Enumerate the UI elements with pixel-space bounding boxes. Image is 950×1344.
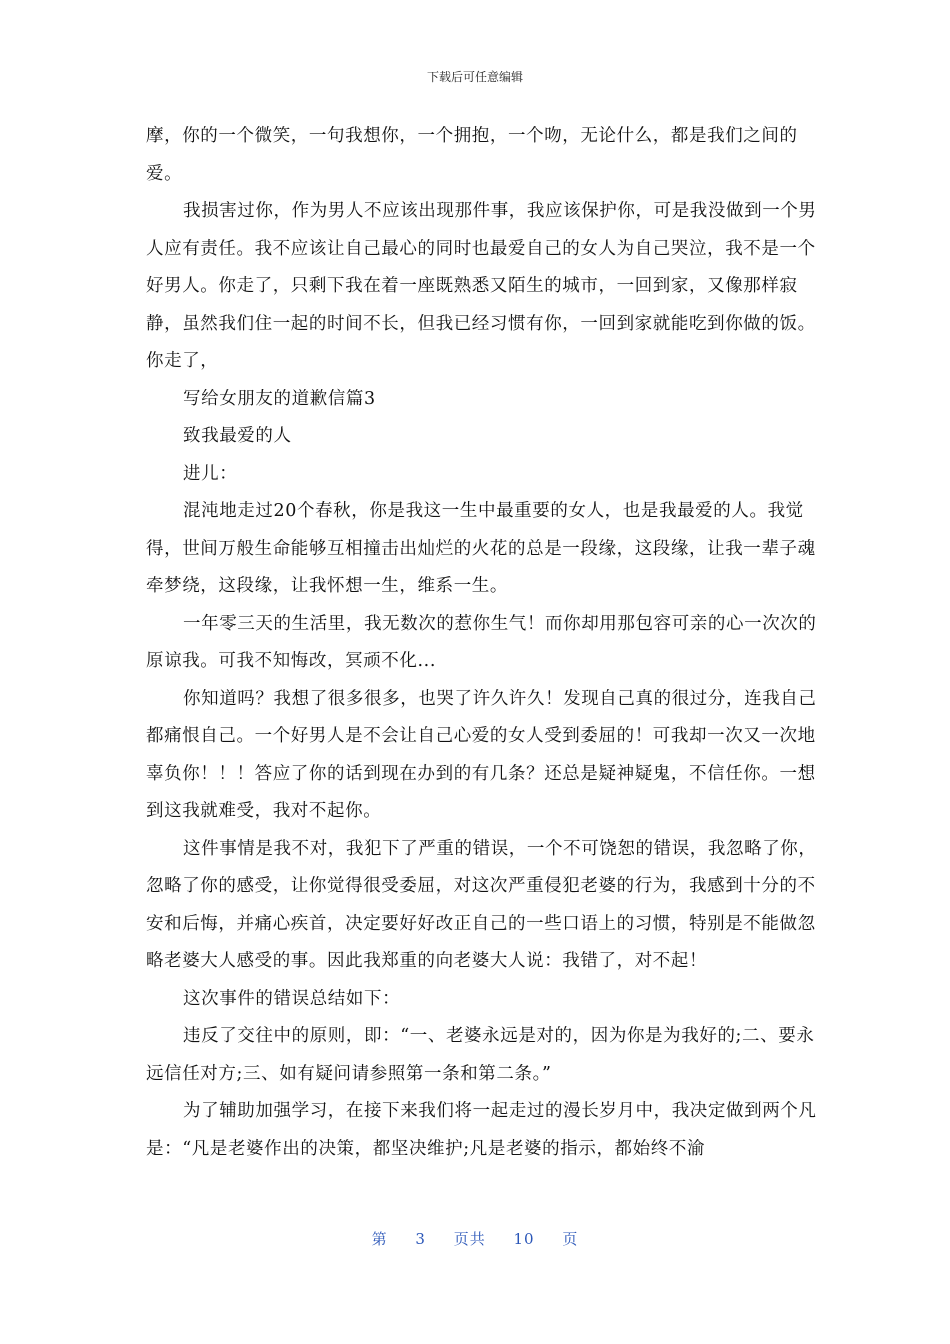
document-body — [146, 118, 826, 1168]
total-page-count: 10 — [513, 1230, 535, 1248]
letter-recipient: 进儿： — [183, 463, 238, 484]
page-footer — [0, 1228, 950, 1249]
footer-suffix: 页 — [562, 1230, 579, 1248]
paragraph: 一年零三天的生活里，我无数次的惹你生气！而你却用那包容可亲的心一次次的原谅我。可我不知悔改，冥顽不化... — [146, 613, 817, 671]
paragraph: 这次事件的错误总结如下： — [183, 988, 401, 1009]
letter-salutation: 致我最爱的人 — [183, 426, 292, 446]
footer-prefix: 第 — [371, 1230, 388, 1248]
paragraph: 这件事情是我不对，我犯下了严重的错误，一个不可饶恕的错误，我忽略了你，忽略了你的感受，让你觉得很受委屈，对这次严重侵犯老婆的行为，我感到十分的不安和后悔，并痛心疾首，决定要好好改正自己的一些口语上的习惯，特别是不能做忽略老婆大人感受的事。因此我郑重的向老婆大人说：我错了，对不起！ — [146, 838, 817, 971]
current-page-number: 3 — [415, 1230, 426, 1248]
paragraph: 违反了交往中的原则，即：“一、老婆永远是对的，因为你是为我好的;二、要永远信任对方;三、如有疑问请参照第一条和第二条。” — [146, 1026, 815, 1084]
paragraph: 我损害过你，作为男人不应该出现那件事，我应该保护你，可是我没做到一个男人应有责任。我不应该让自己最心的同时也最爱自己的女人为自己哭泣，我不是一个好男人。你走了，只剩下我在着一座既熟悉又陌生的城市，一回到家，又像那样寂静，虽然我们住一起的时间不长，但我已经习惯有你，一回到家就能吃到你做的饭。你走了， — [146, 201, 817, 371]
page-header: 下载后可任意编辑 — [426, 70, 523, 84]
paragraph: 你知道吗？我想了很多很多，也哭了许久许久！发现自己真的很过分，连我自己都痛恨自己。一个好男人是不会让自己心爱的女人受到委屈的！可我却一次又一次地辜负你！！！答应了你的话到现在办到的有几条？还总是疑神疑鬼，不信任你。一想到这我就难受，我对不起你。 — [146, 688, 817, 821]
paragraph: 混沌地走过20个春秋，你是我这一生中最重要的女人，也是我最爱的人。我觉得，世间万般生命能够互相撞击出灿烂的火花的总是一段缘，这段缘，让我一辈子魂牵梦绕，这段缘，让我怀想一生，维系一生。 — [146, 501, 816, 596]
section-heading: 写给女朋友的道歉信篇3 — [183, 388, 376, 409]
paragraph: 摩，你的一个微笑，一句我想你，一个拥抱，一个吻，无论什么，都是我们之间的爱。 — [146, 126, 798, 184]
footer-middle: 页共 — [453, 1230, 486, 1248]
paragraph: 为了辅助加强学习，在接下来我们将一起走过的漫长岁月中，我决定做到两个凡是：“凡是老婆作出的决策，都坚决维护;凡是老婆的指示，都始终不渝 — [146, 1101, 817, 1159]
